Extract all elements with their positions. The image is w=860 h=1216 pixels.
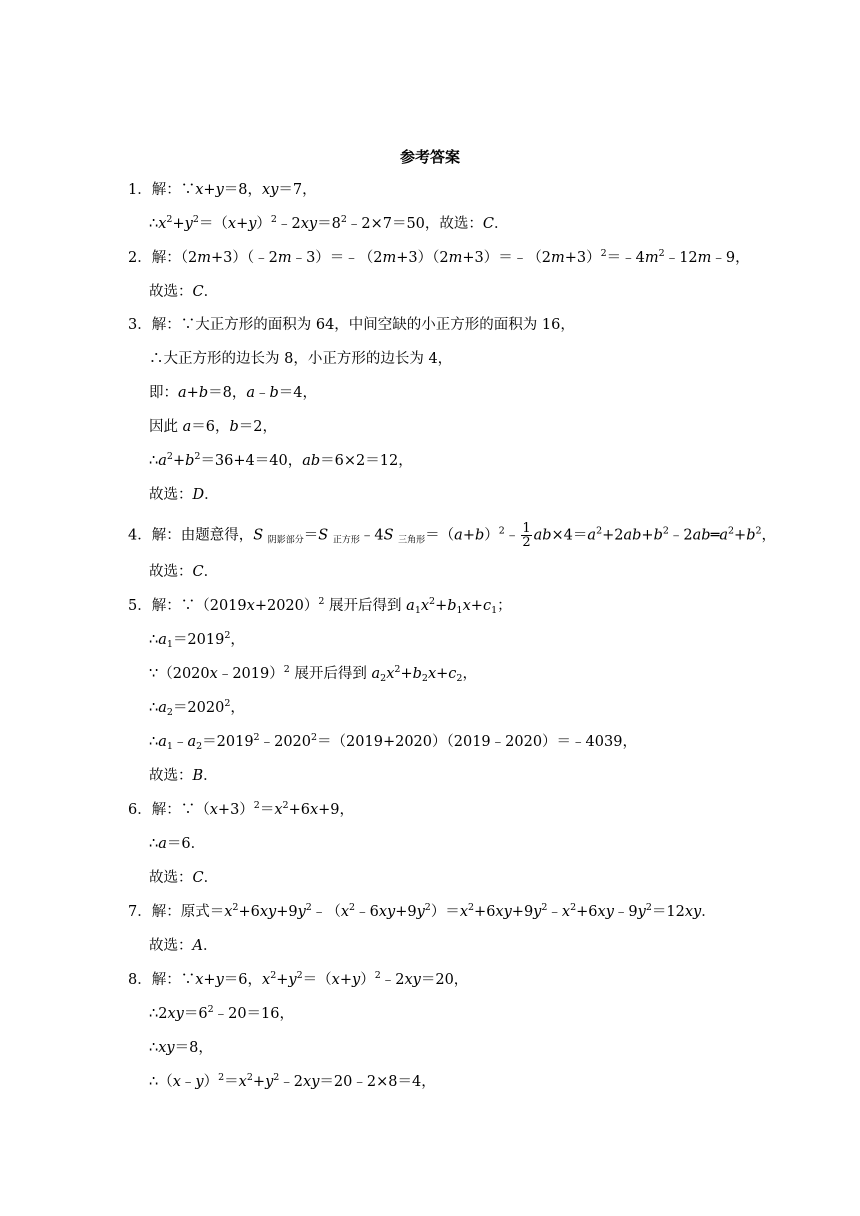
answer-4-lead: 解：由题意得， (151, 527, 254, 544)
answer-6-number: 6． (128, 802, 152, 818)
answer-1-line-1: 1．解：∵x+y＝8，xy＝7， (128, 182, 317, 198)
answer-2-lead: 解： (151, 250, 181, 266)
subscript-square: 正方形 (332, 535, 360, 546)
answer-8-number: 8． (128, 972, 152, 988)
answer-5-line-6: 故选：B． (149, 768, 218, 784)
answer-2-line-1: 2．解：$(2m+3)(﹣2m﹣3)=﹣(2m+3)(2m+3)=﹣(2m+3)^2=﹣4m^2﹣12m﹣9$， (128, 248, 750, 266)
answer-6-conclusion: 故选： (149, 870, 193, 886)
answer-5-line-5: $\therefore a_1﹣a_2=2019^2﹣2020^2=(2019+2020)(2019﹣2020)=﹣4039$， (149, 732, 637, 752)
answer-7-conclusion: 故选： (149, 938, 193, 954)
answer-3-line-3: 即：a+b＝8，a﹣b＝4， (149, 385, 318, 401)
answer-7-line-2: 故选：A． (149, 938, 218, 954)
answer-4-line-1: 4．解：由题意得，S $_{阴影部分}$＝S $_{正方形}$﹣4S $_{三角形}=(a+b)^2﹣$ $\frac{1}{2}$ $ab\times 4=a^2+2ab+b^2﹣2ab═a^2+b^2$， (128, 521, 777, 550)
answer-1-line-2: $\therefore x^2+y^2=(x+y)^2﹣2xy=8^2﹣2\times 7=50$，故选：C． (149, 214, 509, 232)
answer-3-line-5: $\therefore a^2+b^2=36+4=40$，ab＝6×2＝12， (149, 451, 413, 469)
fraction-numerator: 1 (522, 521, 531, 536)
fraction-one-half (521, 522, 531, 549)
answer-5-expand-text-2: 展开后得到 (294, 666, 372, 682)
subscript-triangle: 三角形 (398, 535, 426, 546)
answer-1-lead: 解：∵ (151, 182, 196, 198)
answer-7-line-1: 7．解：原式$=x^2+6xy+9y^2﹣(x^2﹣6xy+9y^2)=x^2+6xy+9y^2﹣x^2+6xy﹣9y^2=12xy$． (128, 902, 716, 920)
answer-5-expand-text-1: 展开后得到 (329, 598, 407, 614)
answer-8-line-3: ∴xy＝8， (149, 1040, 213, 1056)
answer-8-line-4: $\therefore(x﹣y)^2=x^2+y^2﹣2xy=20﹣2\times 8=4$， (149, 1072, 436, 1090)
answer-3-line-2: ∴大正方形的边长为 8，小正方形的边长为 4， (149, 351, 453, 367)
answer-4-line-2: 故选：C． (149, 564, 219, 580)
answer-3-line-1 (128, 315, 575, 335)
answer-3-text-3: 即： (149, 385, 178, 401)
answer-3-number: 3． (128, 317, 152, 333)
page-title: 参考答案 (399, 148, 460, 166)
answer-3-conclusion: 故选： (149, 487, 193, 503)
answer-4-number: 4． (128, 527, 152, 544)
answer-2-conclusion: 故选： (149, 284, 193, 300)
answer-5-line-4: $\therefore a_2=2020^2$， (149, 698, 245, 718)
answer-5-conclusion: 故选： (149, 768, 193, 784)
answer-1-number: 1． (128, 182, 152, 198)
answer-4-conclusion: 故选： (149, 564, 193, 580)
answer-8-line-2: $\therefore 2xy=6^2﹣20=16$， (149, 1004, 295, 1022)
answer-1-conclusion: 故选： (439, 216, 483, 232)
answer-7-number: 7． (128, 904, 152, 920)
answer-7-lead: 解：原式 (151, 904, 210, 920)
answer-8-line-1: 8．解：∵x+y＝6，$x^2+y^2=(x+y)^2﹣2xy=20$， (128, 970, 469, 988)
answer-3-line-6: 故选：D． (149, 487, 219, 503)
answer-6-line-1: 6．解：$\because(x+3)^2=x^2+6x+9$， (128, 800, 355, 818)
answer-3-line-4: 因此 a＝6，b＝2， (149, 419, 278, 435)
answer-5-number: 5． (128, 598, 152, 614)
answer-2-line-2: 故选：C． (149, 284, 219, 300)
subscript-shaded-region: 阴影部分 (267, 535, 304, 546)
answer-6-line-2: ∴a＝6． (149, 836, 206, 852)
answer-5-line-1: 5．解：$\because(2019x+2020)^2$ 展开后得到 $a_1x^2+b_1x+c_1$； (128, 596, 512, 616)
answer-5-line-2: $\therefore a_1=2019^2$， (149, 630, 245, 650)
answer-3-text-4: 因此 (149, 419, 183, 435)
answer-2-number: 2． (128, 250, 152, 266)
answer-5-line-3: ∵（2020x﹣2019）$^2$ 展开后得到 $a_2x^2+b_2x+c_2$， (149, 664, 477, 684)
answer-3-text-1: 解：∵大正方形的面积为 64，中间空缺的小正方形的面积为 16， (151, 317, 575, 333)
answer-6-line-3: 故选：C． (149, 870, 219, 886)
fraction-denominator: 2 (522, 535, 531, 550)
